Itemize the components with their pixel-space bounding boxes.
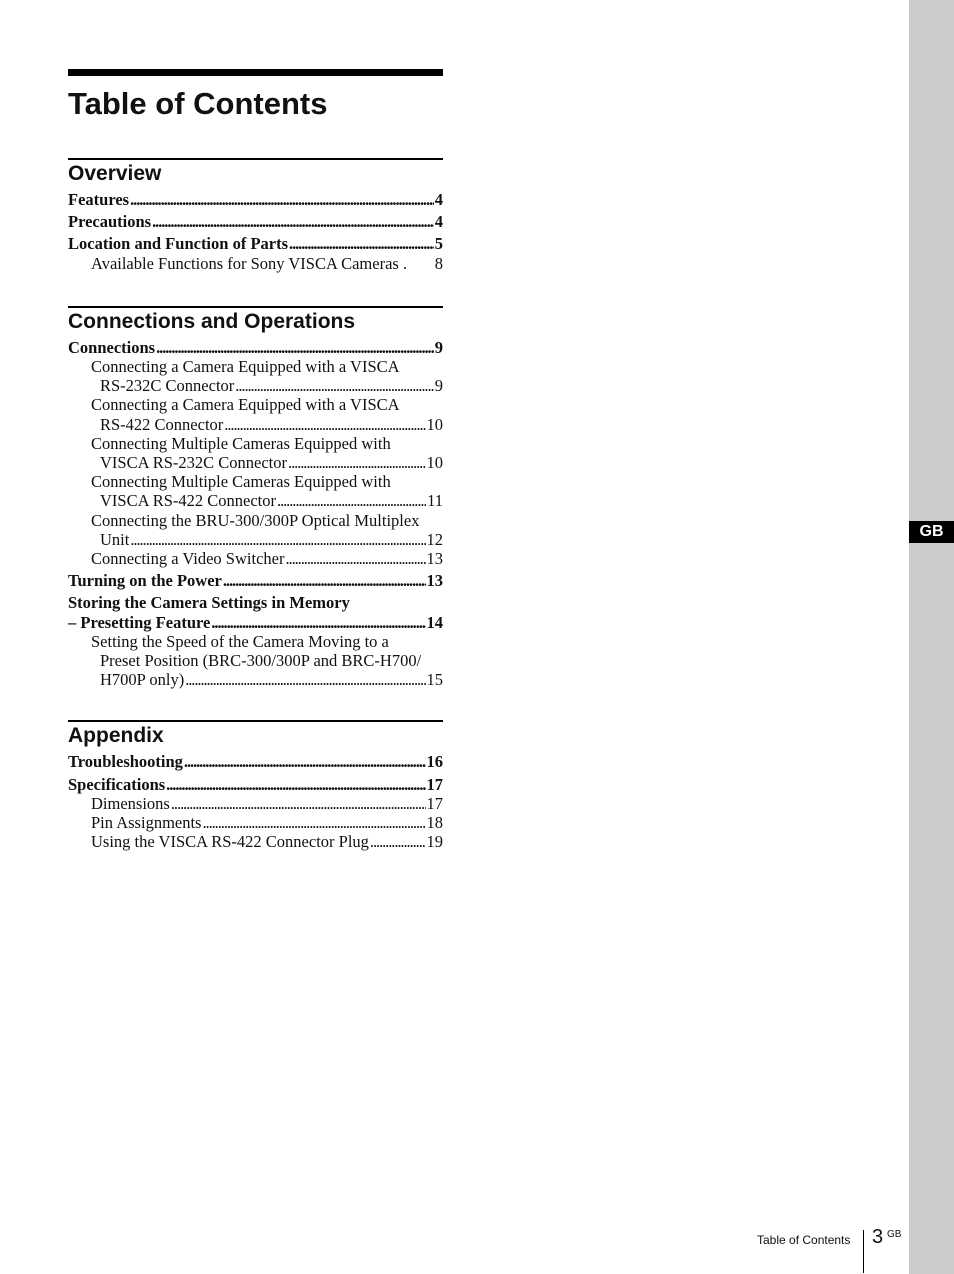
entry-label: VISCA RS-232C Connector (100, 453, 288, 473)
entry-label: VISCA RS-422 Connector (100, 491, 277, 511)
entry-label: Dimensions (91, 793, 170, 813)
entry-page: 15 (426, 670, 443, 690)
toc-entry-troubleshooting[interactable] (68, 752, 443, 771)
section-rule (68, 158, 443, 160)
toc-entry-specifications[interactable] (68, 775, 443, 794)
toc-entry-rs422-plug[interactable] (68, 832, 443, 851)
leader-dots (223, 571, 426, 590)
toc-entry-multiple-rs232c[interactable] (68, 434, 443, 472)
entry-label: Using the VISCA RS-422 Connector Plug (91, 832, 369, 852)
section-rule (68, 306, 443, 308)
entry-page: 4 (434, 212, 443, 232)
leader-dots (156, 338, 434, 357)
entry-label: Location and Function of Parts (68, 234, 289, 254)
entry-page: 10 (426, 453, 443, 473)
toc-entry-features[interactable] (68, 190, 443, 209)
section-rule (68, 720, 443, 722)
entry-page: 12 (426, 529, 443, 549)
language-tab: GB (909, 521, 954, 543)
footer-page-suffix: GB (887, 1229, 902, 1240)
entry-lead: Connecting a Camera Equipped with a VISCA (91, 357, 400, 377)
entry-page: 16 (426, 752, 443, 772)
entry-lead: Connecting Multiple Cameras Equipped with (91, 433, 391, 453)
entry-lead-continued: Preset Position (BRC-300/300P and BRC-H700/ (100, 651, 422, 671)
toc-entry-connections[interactable] (68, 338, 443, 357)
toc-entry-dimensions[interactable] (68, 794, 443, 813)
toc-entry-rs422-camera[interactable] (68, 395, 443, 433)
toc-entry-location-function[interactable] (68, 234, 443, 253)
entry-lead: Connecting Multiple Cameras Equipped with (91, 472, 391, 492)
leader-dots (285, 549, 425, 568)
footer-page-number: 3 (872, 1226, 884, 1248)
entry-page: 19 (426, 832, 443, 852)
leader-dots (152, 212, 434, 231)
entry-label: – Presetting Feature (68, 612, 211, 632)
leader-dots (224, 415, 425, 434)
entry-label: RS-232C Connector (100, 376, 235, 396)
leader-dots (185, 670, 425, 689)
toc-entry-bru300[interactable] (68, 511, 443, 549)
leader-dots (370, 832, 426, 851)
entry-continuation (68, 453, 443, 472)
leader-dots (202, 813, 425, 832)
toc-entry-pin-assignments[interactable] (68, 813, 443, 832)
entry-label: Available Functions for Sony VISCA Cameras . (91, 253, 408, 273)
entry-page: 8 (434, 253, 443, 273)
entry-label: RS-422 Connector (100, 414, 224, 434)
entry-label: Connecting a Video Switcher (91, 549, 285, 569)
entry-continuation (68, 613, 443, 632)
entry-page: 13 (426, 549, 443, 569)
toc-entry-turning-on-power[interactable] (68, 571, 443, 590)
leader-dots (166, 775, 425, 794)
section-connections (68, 306, 443, 690)
entry-lead: Connecting the BRU-300/300P Optical Multiplex (91, 510, 420, 530)
entry-lead: Storing the Camera Settings in Memory (68, 593, 350, 613)
entry-page: 9 (434, 376, 443, 396)
toc-entry-multiple-rs422[interactable] (68, 472, 443, 510)
entry-page: 9 (434, 337, 443, 357)
leader-dots (235, 376, 433, 395)
entry-label: Unit (100, 529, 130, 549)
leader-dots (171, 794, 426, 813)
entry-label: Troubleshooting (68, 752, 183, 772)
entry-label: H700P only) (100, 670, 185, 690)
entry-continuation (68, 670, 443, 689)
table-of-contents (68, 69, 443, 851)
toc-entry-precautions[interactable] (68, 212, 443, 231)
leader-dots (289, 234, 434, 253)
toc-entry-rs232c-camera[interactable] (68, 357, 443, 395)
entry-continuation (68, 491, 443, 510)
toc-entry-preset-speed[interactable] (68, 632, 443, 690)
title-rule (68, 69, 443, 76)
section-appendix (68, 720, 443, 851)
entry-page: 17 (426, 774, 443, 794)
entry-continuation (68, 415, 443, 434)
entry-lead: Setting the Speed of the Camera Moving to a (91, 631, 389, 651)
entry-label: Connections (68, 337, 156, 357)
entry-page: 5 (434, 234, 443, 254)
section-title: Overview (68, 162, 162, 185)
entry-page: 4 (434, 190, 443, 209)
page-title: Table of Contents (68, 86, 328, 121)
footer-divider (863, 1230, 864, 1273)
entry-page: 17 (426, 793, 443, 813)
entry-continuation (68, 530, 443, 549)
leader-dots (211, 613, 425, 632)
leader-dots (277, 491, 426, 510)
entry-page: 14 (426, 612, 443, 632)
leader-dots (130, 190, 434, 209)
entry-page: 11 (427, 491, 443, 511)
entry-label: Specifications (68, 774, 166, 794)
entry-label: Turning on the Power (68, 571, 222, 591)
leader-dots (130, 530, 425, 549)
toc-entry-video-switcher[interactable] (68, 549, 443, 568)
toc-entry-available-functions[interactable] (68, 254, 443, 273)
side-strip (909, 0, 954, 1274)
entry-label: Pin Assignments (91, 813, 202, 833)
section-overview (68, 158, 443, 273)
entry-page: 18 (426, 813, 443, 833)
leader-dots (184, 752, 426, 771)
entry-lead: Connecting a Camera Equipped with a VISCA (91, 395, 400, 415)
entry-continuation (68, 376, 443, 395)
entry-label: Features (68, 190, 130, 209)
section-title: Appendix (68, 724, 164, 748)
entry-page: 10 (426, 414, 443, 434)
leader-dots (288, 453, 425, 472)
toc-entry-storing-settings[interactable] (68, 593, 443, 631)
entry-label: Precautions (68, 212, 152, 232)
entry-page: 13 (426, 571, 443, 591)
section-title: Connections and Operations (68, 309, 356, 333)
footer-section-label: Table of Contents (757, 1233, 851, 1247)
